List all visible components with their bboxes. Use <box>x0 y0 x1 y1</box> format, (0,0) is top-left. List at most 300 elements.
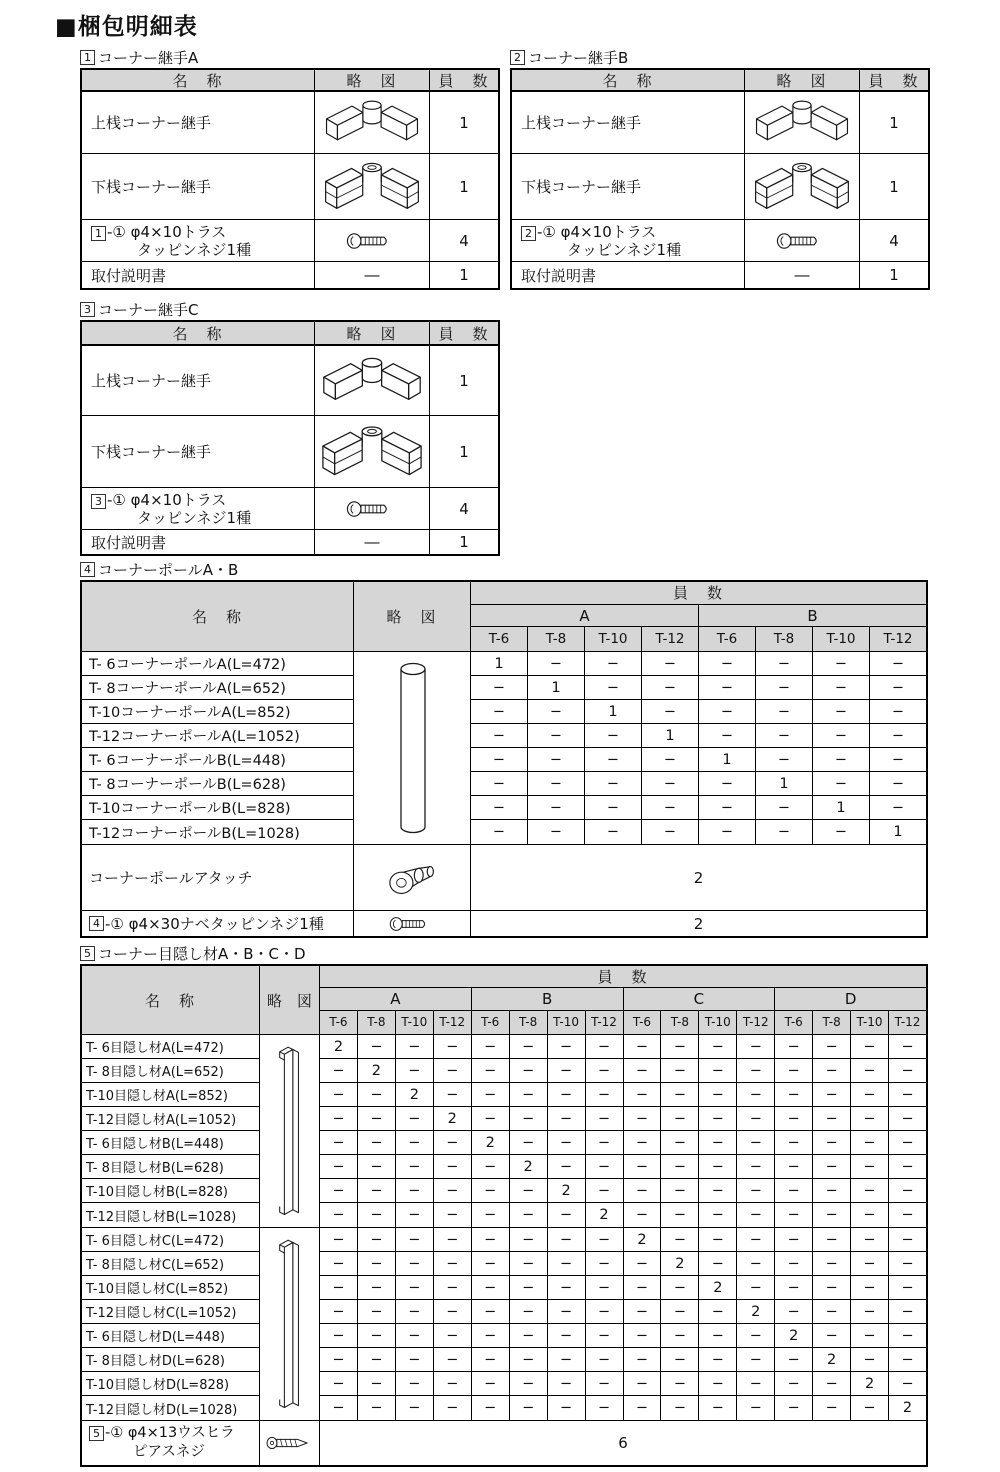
qty-cell: − <box>510 1396 548 1420</box>
qty-cell: − <box>737 1276 775 1300</box>
qty-cell: − <box>775 1252 813 1276</box>
qty-cell: − <box>851 1035 889 1059</box>
table-corner-joint-a <box>80 46 500 290</box>
table-row <box>82 1155 926 1179</box>
qty-cell: − <box>320 1179 358 1203</box>
page-title: ■梱包明細表 <box>55 14 198 40</box>
qty-cell: − <box>699 1252 737 1276</box>
qty-cell: − <box>889 1107 926 1131</box>
qty-cell: − <box>585 772 642 796</box>
row-name: T-10目隠し材D(L=828) <box>82 1372 260 1396</box>
table-row <box>82 1107 926 1131</box>
qty-cell: − <box>889 1155 926 1179</box>
qty-cell: − <box>813 1396 851 1420</box>
qty-cell: 2 <box>472 1131 510 1155</box>
table-title-text: コーナー継手A <box>98 48 199 67</box>
table-title <box>80 942 928 964</box>
qty-cell: − <box>756 796 813 820</box>
qty-cell: − <box>434 1131 472 1155</box>
qty-cell: − <box>434 1203 472 1227</box>
qty-cell: − <box>851 1396 889 1420</box>
qty-cell: − <box>434 1083 472 1107</box>
qty-cell: − <box>813 676 870 700</box>
sketch-column-space <box>260 1348 320 1372</box>
qty-cell: − <box>471 724 528 748</box>
qty-cell: − <box>851 1228 889 1252</box>
table-row <box>512 92 928 154</box>
sketch-column-space <box>354 748 471 772</box>
group-header-row <box>320 988 926 1011</box>
qty-cell: − <box>548 1252 586 1276</box>
qty-cell: − <box>775 1228 813 1252</box>
sketch-cell <box>315 346 430 416</box>
upper-corner-joint-icon <box>752 96 852 149</box>
qty-cell: − <box>586 1396 624 1420</box>
table-number-box: 2 <box>510 50 525 65</box>
qty-cell: − <box>624 1396 662 1420</box>
qty-cell: − <box>358 1348 396 1372</box>
qty-cell: − <box>472 1107 510 1131</box>
size-header: T-12 <box>737 1011 775 1034</box>
qty-cell: − <box>548 1372 586 1396</box>
qty-cell: − <box>813 1155 851 1179</box>
row-name: T- 6コーナーポールA(L=472) <box>82 652 354 676</box>
qty-cell: − <box>548 1348 586 1372</box>
ref-separator: - <box>105 1425 111 1441</box>
row-name: T-12目隠し材B(L=1028) <box>82 1203 260 1227</box>
qty-cell: − <box>548 1276 586 1300</box>
qty-cell: − <box>585 820 642 844</box>
ref-number-box: 4 <box>89 916 104 931</box>
qty-cell: − <box>699 700 756 724</box>
ref-separator: - <box>107 491 113 509</box>
qty-cell: − <box>813 1131 851 1155</box>
table-title-text: コーナー継手B <box>528 48 629 67</box>
qty-cell: − <box>510 1107 548 1131</box>
qty-cell: − <box>889 1300 926 1324</box>
pan-screw-icon <box>389 916 435 932</box>
table-header <box>82 582 926 652</box>
qty-cell: − <box>737 1252 775 1276</box>
size-header: T-6 <box>320 1011 358 1034</box>
size-header-row <box>320 1011 926 1034</box>
qty-header: 員 数 <box>430 322 498 346</box>
sketch-column-space <box>260 1228 320 1252</box>
upper-corner-joint-icon <box>322 96 422 149</box>
table-row <box>82 1300 926 1324</box>
qty-cell: − <box>548 1155 586 1179</box>
qty-cell: − <box>661 1300 699 1324</box>
qty-cell: − <box>813 1324 851 1348</box>
row-name: T- 6目隠し材B(L=448) <box>82 1131 260 1155</box>
table-corner-joint-b <box>510 46 930 290</box>
sketch-dash: ― <box>745 262 860 288</box>
qty-cell: − <box>434 1035 472 1059</box>
qty-cell: − <box>642 820 699 844</box>
qty-cell: − <box>624 1131 662 1155</box>
ref-number-box: 5 <box>89 1426 104 1441</box>
row-name: T- 6コーナーポールB(L=448) <box>82 748 354 772</box>
row-name: T-12目隠し材A(L=1052) <box>82 1107 260 1131</box>
qty-cell: − <box>358 1179 396 1203</box>
qty-cell: − <box>396 1228 434 1252</box>
qty-cell: − <box>510 1059 548 1083</box>
qty-cell: − <box>851 1131 889 1155</box>
table-title-text: コーナー継手C <box>98 300 199 319</box>
sketch-header: 略 図 <box>315 322 430 346</box>
sketch-column-space <box>260 1300 320 1324</box>
qty-header: 員 数 <box>320 966 926 988</box>
qty-cell: − <box>737 1228 775 1252</box>
qty-cell: − <box>396 1035 434 1059</box>
qty-cell: − <box>528 820 585 844</box>
qty-cell: − <box>624 1059 662 1083</box>
qty-cell: − <box>642 796 699 820</box>
qty-cell: − <box>434 1252 472 1276</box>
table-row <box>82 1324 926 1348</box>
qty-cell: − <box>813 820 870 844</box>
sketch-column-space <box>260 1131 320 1155</box>
name-header: 名 称 <box>82 322 315 346</box>
qty-cell: − <box>510 1372 548 1396</box>
sketch-dash: ― <box>315 530 430 554</box>
screen-table <box>80 964 928 1467</box>
qty-cell: − <box>870 676 926 700</box>
qty-cell: 2 <box>548 1179 586 1203</box>
qty-cell: − <box>775 1203 813 1227</box>
table-number-box: 1 <box>80 50 95 65</box>
qty-cell: − <box>396 1155 434 1179</box>
pierce-screw-icon <box>266 1435 314 1451</box>
table-row <box>82 1131 926 1155</box>
qty-cell: 2 <box>510 1155 548 1179</box>
qty-cell: − <box>775 1083 813 1107</box>
qty-cell: 1 <box>528 676 585 700</box>
qty-cell: − <box>358 1300 396 1324</box>
qty-cell: − <box>586 1348 624 1372</box>
truss-screw-icon <box>776 232 828 250</box>
qty-cell: − <box>434 1372 472 1396</box>
qty-cell: − <box>320 1059 358 1083</box>
qty-cell: 2 <box>737 1300 775 1324</box>
qty-cell: − <box>870 724 926 748</box>
qty-cell: − <box>699 1203 737 1227</box>
joint-table <box>80 320 500 556</box>
table-number-box: 5 <box>80 946 95 961</box>
qty-cell: − <box>396 1300 434 1324</box>
qty-cell: 2 <box>851 1372 889 1396</box>
lower-corner-joint-icon <box>751 158 853 216</box>
qty-cell: 1 <box>430 92 498 154</box>
table-corner-screen-abcd <box>80 942 928 1467</box>
qty-cell: 1 <box>642 724 699 748</box>
qty-cell: − <box>851 1324 889 1348</box>
table-row <box>82 1252 926 1276</box>
qty-cell: − <box>586 1035 624 1059</box>
table-row <box>82 820 926 844</box>
size-header: T-6 <box>471 627 528 651</box>
qty-cell: − <box>548 1203 586 1227</box>
qty-cell: − <box>775 1396 813 1420</box>
qty-cell: − <box>624 1083 662 1107</box>
qty-cell: − <box>320 1228 358 1252</box>
sketch-cell <box>745 220 860 262</box>
qty-cell: 2 <box>624 1228 662 1252</box>
pole-rows <box>82 652 926 845</box>
row-name: T- 8目隠し材B(L=628) <box>82 1155 260 1179</box>
table-header <box>82 966 926 1035</box>
row-name: 2 -① φ4×10トラス タッピンネジ1種 <box>512 220 745 262</box>
qty-cell: − <box>813 1107 851 1131</box>
qty-cell: − <box>434 1348 472 1372</box>
qty-cell: − <box>510 1228 548 1252</box>
table-row <box>512 220 928 262</box>
sketch-column-space <box>354 700 471 724</box>
qty-header: 員 数 <box>860 70 928 92</box>
upper-corner-joint-icon <box>319 353 425 409</box>
qty-cell: − <box>396 1131 434 1155</box>
qty-cell: − <box>396 1324 434 1348</box>
qty-cell: − <box>510 1348 548 1372</box>
qty-cell: − <box>624 1155 662 1179</box>
qty-cell: − <box>661 1131 699 1155</box>
qty-cell: − <box>510 1276 548 1300</box>
qty-cell: − <box>775 1155 813 1179</box>
qty-cell: − <box>870 700 926 724</box>
qty-cell: − <box>642 772 699 796</box>
size-header: T-8 <box>528 627 585 651</box>
ref-circle-number: ① <box>110 1425 124 1441</box>
name-header: 名 称 <box>82 582 354 651</box>
table-row-attach <box>82 845 926 911</box>
qty-cell: − <box>661 1396 699 1420</box>
qty-cell: − <box>624 1203 662 1227</box>
qty-cell: − <box>851 1155 889 1179</box>
qty-cell: − <box>585 796 642 820</box>
table-row <box>82 416 498 488</box>
size-header: T-12 <box>642 627 699 651</box>
qty-cell: − <box>889 1276 926 1300</box>
size-header: T-6 <box>699 627 756 651</box>
qty-cell: 4 <box>430 220 498 262</box>
size-header: T-8 <box>756 627 813 651</box>
qty-cell: 2 <box>902 1400 913 1416</box>
sketch-cell <box>745 92 860 154</box>
qty-cell: − <box>358 1276 396 1300</box>
table-row <box>82 676 926 700</box>
sketch-column-space <box>354 796 471 820</box>
group-header: D <box>775 988 926 1011</box>
qty-cell: − <box>624 1324 662 1348</box>
qty-cell: − <box>642 748 699 772</box>
qty-cell: − <box>870 748 926 772</box>
qty-cell: − <box>586 1300 624 1324</box>
qty-cell: − <box>586 1276 624 1300</box>
qty-cell: − <box>510 1252 548 1276</box>
qty-cell: 1 <box>756 772 813 796</box>
qty-cell: − <box>528 796 585 820</box>
qty-cell: − <box>472 1083 510 1107</box>
table-corner-joint-c <box>80 298 500 556</box>
ref-circle-number: ① <box>110 914 124 933</box>
qty-cell: − <box>585 724 642 748</box>
qty-cell: − <box>528 652 585 676</box>
qty-cell: − <box>320 1083 358 1107</box>
qty-cell: − <box>756 676 813 700</box>
qty-cell: − <box>813 700 870 724</box>
size-header: T-10 <box>396 1011 434 1034</box>
qty-cell: − <box>472 1396 510 1420</box>
row-name: T- 8目隠し材C(L=652) <box>82 1252 260 1276</box>
qty-cell: − <box>586 1228 624 1252</box>
qty-cell: − <box>471 796 528 820</box>
qty-cell: − <box>471 820 528 844</box>
size-header: T-6 <box>775 1011 813 1034</box>
qty-cell: − <box>737 1155 775 1179</box>
qty-cell: − <box>699 652 756 676</box>
qty-cell: − <box>661 1035 699 1059</box>
qty-cell: − <box>889 1131 926 1155</box>
size-header: T-12 <box>889 1011 926 1034</box>
ref-circle-number: ① <box>542 223 556 241</box>
qty-cell: − <box>813 1228 851 1252</box>
truss-screw-icon <box>346 232 398 250</box>
qty-cell: − <box>889 1179 926 1203</box>
qty-cell: − <box>586 1324 624 1348</box>
qty-cell: − <box>813 1035 851 1059</box>
qty-cell: − <box>775 1372 813 1396</box>
sketch-dash: ― <box>315 262 430 288</box>
size-header: T-8 <box>510 1011 548 1034</box>
qty-cell: − <box>775 1348 813 1372</box>
row-name: T-12目隠し材D(L=1028) <box>82 1396 260 1420</box>
qty-cell: − <box>528 700 585 724</box>
sketch-column-space <box>260 1155 320 1179</box>
qty-cell: − <box>548 1300 586 1324</box>
qty-cell: − <box>358 1155 396 1179</box>
qty-cell: − <box>624 1252 662 1276</box>
group-header: B <box>699 605 926 628</box>
qty-cell: − <box>396 1372 434 1396</box>
qty-cell: − <box>737 1059 775 1083</box>
qty-cell: − <box>699 1155 737 1179</box>
qty-cell: − <box>889 1372 926 1396</box>
table-row <box>82 262 498 288</box>
qty-cell: − <box>320 1396 358 1420</box>
qty-cell: − <box>472 1300 510 1324</box>
sketch-column-space <box>260 1059 320 1083</box>
table-title <box>80 46 500 68</box>
sketch-column-space <box>260 1083 320 1107</box>
table-row <box>82 724 926 748</box>
qty-cell: − <box>737 1107 775 1131</box>
table-row <box>82 346 498 416</box>
table-row <box>82 1179 926 1203</box>
table-row <box>82 700 926 724</box>
table-row <box>82 92 498 154</box>
qty-cell: − <box>358 1324 396 1348</box>
qty-cell: − <box>624 1107 662 1131</box>
qty-cell: 1 <box>860 154 928 220</box>
qty-cell: − <box>870 796 926 820</box>
qty-cell: − <box>586 1179 624 1203</box>
qty-cell: − <box>396 1059 434 1083</box>
qty-cell: 1 <box>459 266 469 284</box>
group-header: B <box>472 988 624 1011</box>
qty-cell: − <box>548 1035 586 1059</box>
qty-cell: − <box>813 1059 851 1083</box>
qty-cell: 2 <box>813 1348 851 1372</box>
qty-cell: − <box>434 1276 472 1300</box>
qty-cell: − <box>756 820 813 844</box>
qty-cell: − <box>396 1348 434 1372</box>
qty-cell: − <box>851 1107 889 1131</box>
table-row-screw <box>82 1421 926 1465</box>
screen-rows-cd <box>82 1228 926 1421</box>
row-name: T- 8コーナーポールB(L=628) <box>82 772 354 796</box>
row-name: 5 -① φ4×13ウスヒラ ピアスネジ <box>82 1421 260 1465</box>
qty-cell: − <box>699 1228 737 1252</box>
table-row <box>82 220 498 262</box>
sketch-column-space <box>260 1107 320 1131</box>
size-header: T-12 <box>586 1011 624 1034</box>
qty-cell: − <box>434 1300 472 1324</box>
qty-cell: − <box>358 1396 396 1420</box>
row-name: T-10コーナーポールB(L=828) <box>82 796 354 820</box>
qty-cell: 1 <box>813 796 870 820</box>
row-name: 下桟コーナー継手 <box>82 154 315 220</box>
qty-cell: 1 <box>860 92 928 154</box>
qty-cell: − <box>586 1155 624 1179</box>
qty-cell: − <box>510 1035 548 1059</box>
size-header: T-10 <box>851 1011 889 1034</box>
sketch-cell <box>745 154 860 220</box>
qty-cell: − <box>585 748 642 772</box>
qty-cell: − <box>624 1348 662 1372</box>
table-row <box>82 1348 926 1372</box>
qty-cell: − <box>358 1203 396 1227</box>
group-header: A <box>471 605 699 628</box>
table-row <box>82 748 926 772</box>
sketch-cell <box>354 845 471 911</box>
ref-circle-number: ① <box>112 491 126 509</box>
sketch-cell <box>315 154 430 220</box>
qty-cell: − <box>813 1083 851 1107</box>
joint-table <box>80 68 500 290</box>
qty-cell: 1 <box>585 700 642 724</box>
qty-cell: − <box>396 1396 434 1420</box>
qty-cell: − <box>870 652 926 676</box>
qty-cell: − <box>851 1179 889 1203</box>
qty-cell: 1 <box>430 154 498 220</box>
table-row <box>82 488 498 530</box>
table-row <box>512 262 928 288</box>
qty-cell: − <box>813 772 870 796</box>
qty-cell: − <box>472 1179 510 1203</box>
qty-cell: − <box>737 1396 775 1420</box>
qty-cell: − <box>699 1372 737 1396</box>
qty-cell: − <box>813 1252 851 1276</box>
qty-cell: − <box>548 1059 586 1083</box>
size-header: T-8 <box>813 1011 851 1034</box>
table-row <box>82 796 926 820</box>
qty-cell: − <box>396 1203 434 1227</box>
qty-cell: − <box>775 1276 813 1300</box>
qty-cell: − <box>624 1276 662 1300</box>
size-header: T-8 <box>661 1011 699 1034</box>
row-name: T- 6目隠し材C(L=472) <box>82 1228 260 1252</box>
qty-cell: − <box>396 1179 434 1203</box>
